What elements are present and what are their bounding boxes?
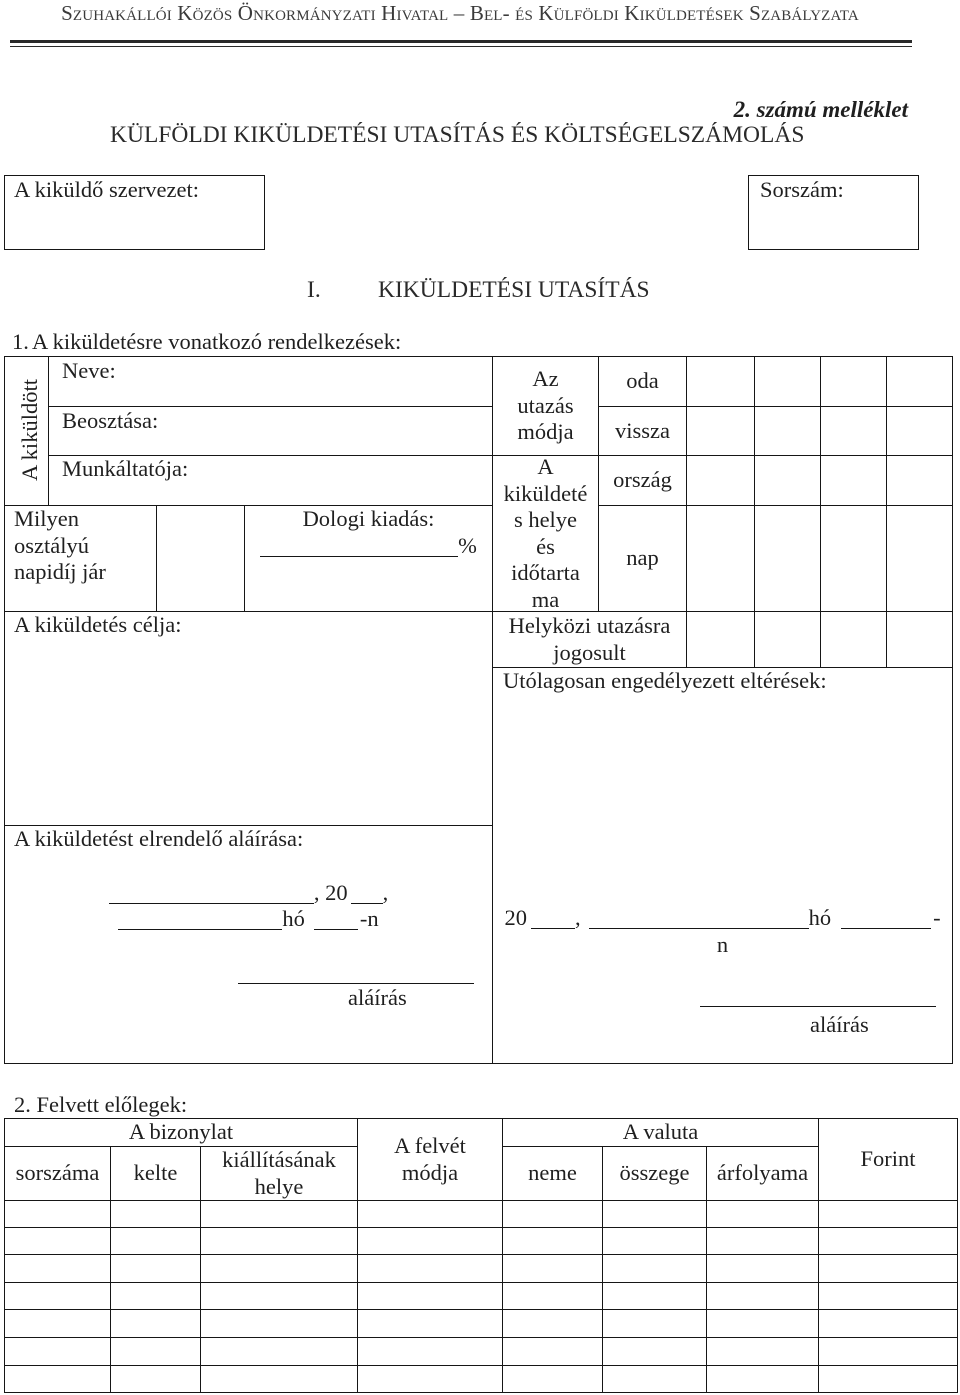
travel-mode-label-line: utazás xyxy=(517,392,574,418)
entry-grid-cell xyxy=(820,611,887,668)
forint-header xyxy=(818,1118,958,1201)
day-blank xyxy=(314,929,358,930)
ordering-signature-line xyxy=(238,983,474,984)
entry-grid-cell xyxy=(886,611,953,668)
intercity-travel-label-line: jogosult xyxy=(553,639,626,665)
advance-row-cell xyxy=(818,1337,958,1366)
advance-row-cell xyxy=(357,1282,503,1310)
deviation-date-line-1 xyxy=(493,905,952,932)
advance-row-cell xyxy=(4,1254,111,1283)
approved-deviations-label: Utólagosan engedélyezett eltérések: xyxy=(503,668,827,693)
daily-allowance-label-line: Milyen xyxy=(14,506,79,531)
ordering-signature-cell xyxy=(4,825,493,1064)
entry-grid-cell xyxy=(886,505,953,612)
employer-label: Munkáltatója: xyxy=(62,456,189,481)
name-label: Neve: xyxy=(62,358,116,383)
entry-grid-cell xyxy=(820,406,887,456)
entry-grid-cell xyxy=(754,611,821,668)
approved-deviations-cell xyxy=(492,667,953,1064)
part-one-numeral: I. xyxy=(307,277,321,303)
sending-organization-label: A kiküldő szervezet: xyxy=(14,177,199,202)
advance-row-cell xyxy=(502,1200,603,1228)
advance-row-cell xyxy=(502,1227,603,1255)
outbound-label: oda xyxy=(626,368,659,394)
voucher-place-label-line: helye xyxy=(254,1173,304,1199)
advance-row-cell xyxy=(602,1254,707,1283)
advance-row-cell xyxy=(706,1282,819,1310)
entry-grid-cell xyxy=(754,455,821,506)
advance-row-cell xyxy=(502,1365,603,1393)
header-rule-thick xyxy=(10,40,912,43)
advance-row-cell xyxy=(502,1309,603,1338)
method-label-line: A felvét xyxy=(394,1133,466,1158)
voucher-group-header xyxy=(4,1118,358,1147)
advance-row-cell xyxy=(706,1337,819,1366)
voucher-number-label: sorszáma xyxy=(15,1160,100,1186)
daily-allowance-value-field xyxy=(156,505,245,612)
year-prefix: 20 xyxy=(504,905,527,930)
travel-mode-label-cell xyxy=(492,356,599,456)
document-title: KÜLFÖLDI KIKÜLDETÉSI UTASÍTÁS ÉS KÖLTSÉGELSZÁMOLÁS xyxy=(110,122,805,148)
material-cost-cell xyxy=(244,505,493,612)
currency-amount-header xyxy=(602,1146,707,1201)
days-label: nap xyxy=(626,545,659,571)
provisions-heading: A kiküldetésre vonatkozó rendelkezések: xyxy=(32,329,402,354)
method-label-line: módja xyxy=(401,1159,459,1185)
ordering-date-line-1 xyxy=(5,880,492,907)
country-label-cell xyxy=(598,455,687,506)
header-rule-thin xyxy=(10,46,912,47)
entry-grid-cell xyxy=(820,356,887,407)
deviation-signature-caption: aláírás xyxy=(810,1012,869,1037)
advance-row-cell xyxy=(4,1337,111,1366)
entry-grid-cell xyxy=(820,505,887,612)
advance-row-cell xyxy=(200,1227,358,1255)
place-duration-label-line: időtarta xyxy=(511,560,580,585)
method-header xyxy=(357,1118,503,1201)
advance-row-cell xyxy=(110,1227,201,1255)
advance-row-cell xyxy=(110,1309,201,1338)
exchange-rate-header xyxy=(706,1146,819,1201)
place-duration-label-line: A xyxy=(537,454,554,479)
place-duration-label-line: s helye xyxy=(513,507,578,532)
place-duration-label-cell xyxy=(492,455,599,612)
travel-mode-label-line: Az xyxy=(532,366,559,392)
advance-row-cell xyxy=(4,1309,111,1338)
advance-row-cell xyxy=(818,1309,958,1338)
entry-grid-cell xyxy=(820,455,887,506)
advance-row-cell xyxy=(200,1309,358,1338)
entry-grid-cell xyxy=(754,356,821,407)
day-suffix-start: - xyxy=(933,905,941,930)
advance-row-cell xyxy=(706,1365,819,1393)
entry-grid-cell xyxy=(686,406,755,456)
advance-row-cell xyxy=(200,1282,358,1310)
deviation-signature-line xyxy=(700,1006,936,1007)
day-suffix-end: n xyxy=(716,932,729,957)
advance-row-cell xyxy=(200,1337,358,1366)
advance-row-cell xyxy=(110,1365,201,1393)
posted-person-group-label: A kiküldött xyxy=(16,379,42,481)
advance-row-cell xyxy=(706,1309,819,1338)
posted-person-group-cell xyxy=(4,356,49,506)
month-suffix: hó xyxy=(808,905,832,930)
day-blank xyxy=(841,928,931,929)
place-duration-label-line: ma xyxy=(531,586,560,612)
employer-field xyxy=(48,455,493,506)
advance-row-cell xyxy=(110,1337,201,1366)
advance-row-cell xyxy=(602,1282,707,1310)
entry-grid-cell xyxy=(886,356,953,407)
daily-allowance-label-line: napidíj jár xyxy=(14,559,106,584)
outbound-label-cell xyxy=(598,356,687,407)
advance-row-cell xyxy=(200,1200,358,1228)
advance-row-cell xyxy=(502,1337,603,1366)
ordering-signature-label: A kiküldetést elrendelő aláírása: xyxy=(14,826,304,851)
purpose-label: A kiküldetés célja: xyxy=(14,612,182,637)
advance-row-cell xyxy=(4,1200,111,1228)
advance-row-cell xyxy=(706,1254,819,1283)
advance-row-cell xyxy=(110,1200,201,1228)
month-blank xyxy=(118,929,282,930)
daily-allowance-label-line: osztályú xyxy=(14,532,89,558)
ordering-date-line-2 xyxy=(5,906,492,933)
voucher-group-label: A bizonylat xyxy=(128,1119,234,1145)
position-field xyxy=(48,406,493,456)
advance-row-cell xyxy=(4,1227,111,1255)
advance-row-cell xyxy=(502,1254,603,1283)
advance-row-cell xyxy=(4,1282,111,1310)
advance-row-cell xyxy=(602,1365,707,1393)
deviation-date-line-2 xyxy=(493,932,952,959)
name-field xyxy=(48,356,493,407)
currency-group-header xyxy=(502,1118,819,1147)
position-label: Beosztása: xyxy=(62,408,159,433)
running-header: Szuhakállói Közös Önkormányzati Hivatal – Bel- és Külföldi Kiküldetések Szabályzata xyxy=(61,1,859,25)
serial-number-box xyxy=(748,175,919,250)
advance-row-cell xyxy=(357,1365,503,1393)
days-label-cell xyxy=(598,505,687,612)
advance-row-cell xyxy=(818,1282,958,1310)
day-suffix: -n xyxy=(359,906,379,931)
advance-row-cell xyxy=(706,1227,819,1255)
annex-label: 2. számú melléklet xyxy=(733,97,908,122)
ordering-signature-caption: aláírás xyxy=(348,985,407,1010)
advance-row-cell xyxy=(357,1337,503,1366)
advance-row-cell xyxy=(602,1200,707,1228)
forint-label: Forint xyxy=(860,1146,916,1172)
advance-row-cell xyxy=(200,1365,358,1393)
advance-row-cell xyxy=(357,1200,503,1228)
advance-row-cell xyxy=(110,1254,201,1283)
advances-heading: 2. Felvett előlegek: xyxy=(14,1092,188,1117)
currency-type-label: neme xyxy=(528,1160,577,1186)
month-suffix: hó xyxy=(282,906,305,931)
voucher-date-label: kelte xyxy=(133,1160,178,1186)
year-suffix: , xyxy=(382,880,389,905)
advance-row-cell xyxy=(602,1227,707,1255)
entry-grid-cell xyxy=(754,505,821,612)
sending-organization-box xyxy=(4,175,265,250)
travel-mode-label-line: módja xyxy=(517,419,574,445)
year-blank xyxy=(531,928,575,929)
country-label: ország xyxy=(613,467,672,493)
daily-allowance-label-cell xyxy=(4,505,157,612)
month-blank xyxy=(589,928,809,929)
place-duration-label-line: és xyxy=(536,533,555,559)
return-label-cell xyxy=(598,406,687,456)
voucher-date-header xyxy=(110,1146,201,1201)
entry-grid-cell xyxy=(686,455,755,506)
place-duration-label-line: kiküldeté xyxy=(503,480,588,506)
intercity-travel-label-cell xyxy=(492,611,687,668)
entry-grid-cell xyxy=(886,455,953,506)
intercity-travel-label-line: Helyközi utazásra xyxy=(508,613,671,638)
voucher-place-label-line: kiállításának xyxy=(222,1147,336,1172)
entry-grid-cell xyxy=(686,611,755,668)
advance-row-cell xyxy=(357,1227,503,1255)
advance-row-cell xyxy=(602,1337,707,1366)
provisions-number: 1. xyxy=(12,329,29,354)
voucher-place-header xyxy=(200,1146,358,1201)
advance-row-cell xyxy=(357,1309,503,1338)
advance-row-cell xyxy=(357,1254,503,1283)
entry-grid-cell xyxy=(754,406,821,456)
material-cost-percent-line xyxy=(245,533,492,560)
year-blank xyxy=(351,903,383,904)
place-blank xyxy=(109,903,314,904)
advance-row-cell xyxy=(200,1254,358,1283)
advance-row-cell xyxy=(4,1365,111,1393)
advance-row-cell xyxy=(110,1282,201,1310)
serial-number-label: Sorszám: xyxy=(760,177,844,202)
percent-sign: % xyxy=(458,532,477,558)
entry-grid-cell xyxy=(686,505,755,612)
material-cost-blank xyxy=(260,556,458,557)
material-cost-label: Dologi kiadás: xyxy=(302,506,435,531)
exchange-rate-label: árfolyama xyxy=(716,1160,809,1186)
purpose-field xyxy=(4,611,493,826)
advance-row-cell xyxy=(818,1200,958,1228)
advance-row-cell xyxy=(818,1227,958,1255)
currency-amount-label: összege xyxy=(619,1160,690,1186)
advance-row-cell xyxy=(502,1282,603,1310)
currency-type-header xyxy=(502,1146,603,1201)
part-one-title: KIKÜLDETÉSI UTASÍTÁS xyxy=(378,277,650,303)
advance-row-cell xyxy=(602,1309,707,1338)
advance-row-cell xyxy=(706,1200,819,1228)
advance-row-cell xyxy=(818,1365,958,1393)
entry-grid-cell xyxy=(686,356,755,407)
voucher-number-header xyxy=(4,1146,111,1201)
year-prefix: , 20 xyxy=(313,880,348,905)
currency-group-label: A valuta xyxy=(622,1119,699,1145)
return-label: vissza xyxy=(615,417,670,443)
entry-grid-cell xyxy=(886,406,953,456)
year-suffix: , xyxy=(574,905,581,930)
advance-row-cell xyxy=(818,1254,958,1283)
